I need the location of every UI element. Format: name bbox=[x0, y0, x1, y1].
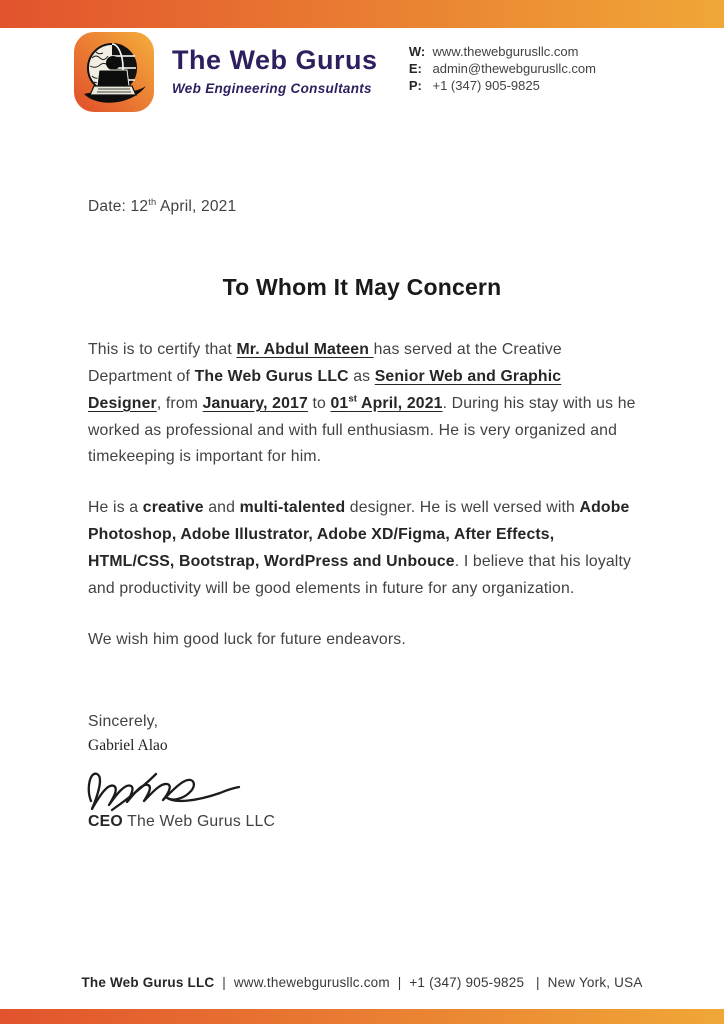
top-accent-bar bbox=[0, 0, 724, 28]
contact-block bbox=[409, 30, 596, 95]
contact-email: E: admin@thewebgurusllc.com bbox=[408, 60, 596, 76]
letter-body bbox=[0, 198, 724, 831]
paragraph-wishes: We wish him good luck for future endeavors. bbox=[88, 630, 406, 648]
brand-block bbox=[172, 30, 378, 96]
contact-website: W: www.thewebgurusllc.com bbox=[408, 44, 579, 59]
company-name: The Web Gurus bbox=[172, 45, 378, 75]
signatory-name: Gabriel Alao bbox=[88, 737, 168, 755]
date-line: Date: 12th April, 2021 bbox=[88, 196, 237, 215]
contact-phone: P: +1 (347) 905-9825 bbox=[408, 77, 540, 93]
letter-title: To Whom It May Concern bbox=[222, 274, 502, 300]
bottom-accent-bar bbox=[0, 1009, 724, 1024]
paragraph-skills: He is a creative and multi-talented designer. He is well versed with Adobe Photoshop, Adobe Illustrator, Adobe XD/Figma, After Effects, HTML/CSS, Bootstrap, WordPress and Unbouce. I believe that his loyalty and productivity will be good elements in future for any organization. bbox=[88, 499, 632, 597]
company-logo-icon bbox=[72, 30, 156, 114]
company-tagline: Web Engineering Consultants bbox=[172, 80, 372, 96]
footer-line: The Web Gurus LLC | www.thewebgurusllc.com | +1 (347) 905-9825 | New York, USA bbox=[81, 975, 643, 990]
closing-salutation: Sincerely, bbox=[88, 713, 159, 731]
paragraph-certification: This is to certify that Mr. Abdul Mateen has served at the Creative Department of The Web Gurus LLC as Senior Web and Graphic Designer, from January, 2017 to 01st April, 2021. During his stay with us he worked as professional and with full enthusiasm. He is very organized and timekeeping is important for him. bbox=[88, 341, 636, 466]
handwritten-signature-icon bbox=[84, 757, 259, 815]
closing-block bbox=[88, 713, 636, 831]
signatory-title: CEO The Web Gurus LLC bbox=[88, 813, 276, 831]
